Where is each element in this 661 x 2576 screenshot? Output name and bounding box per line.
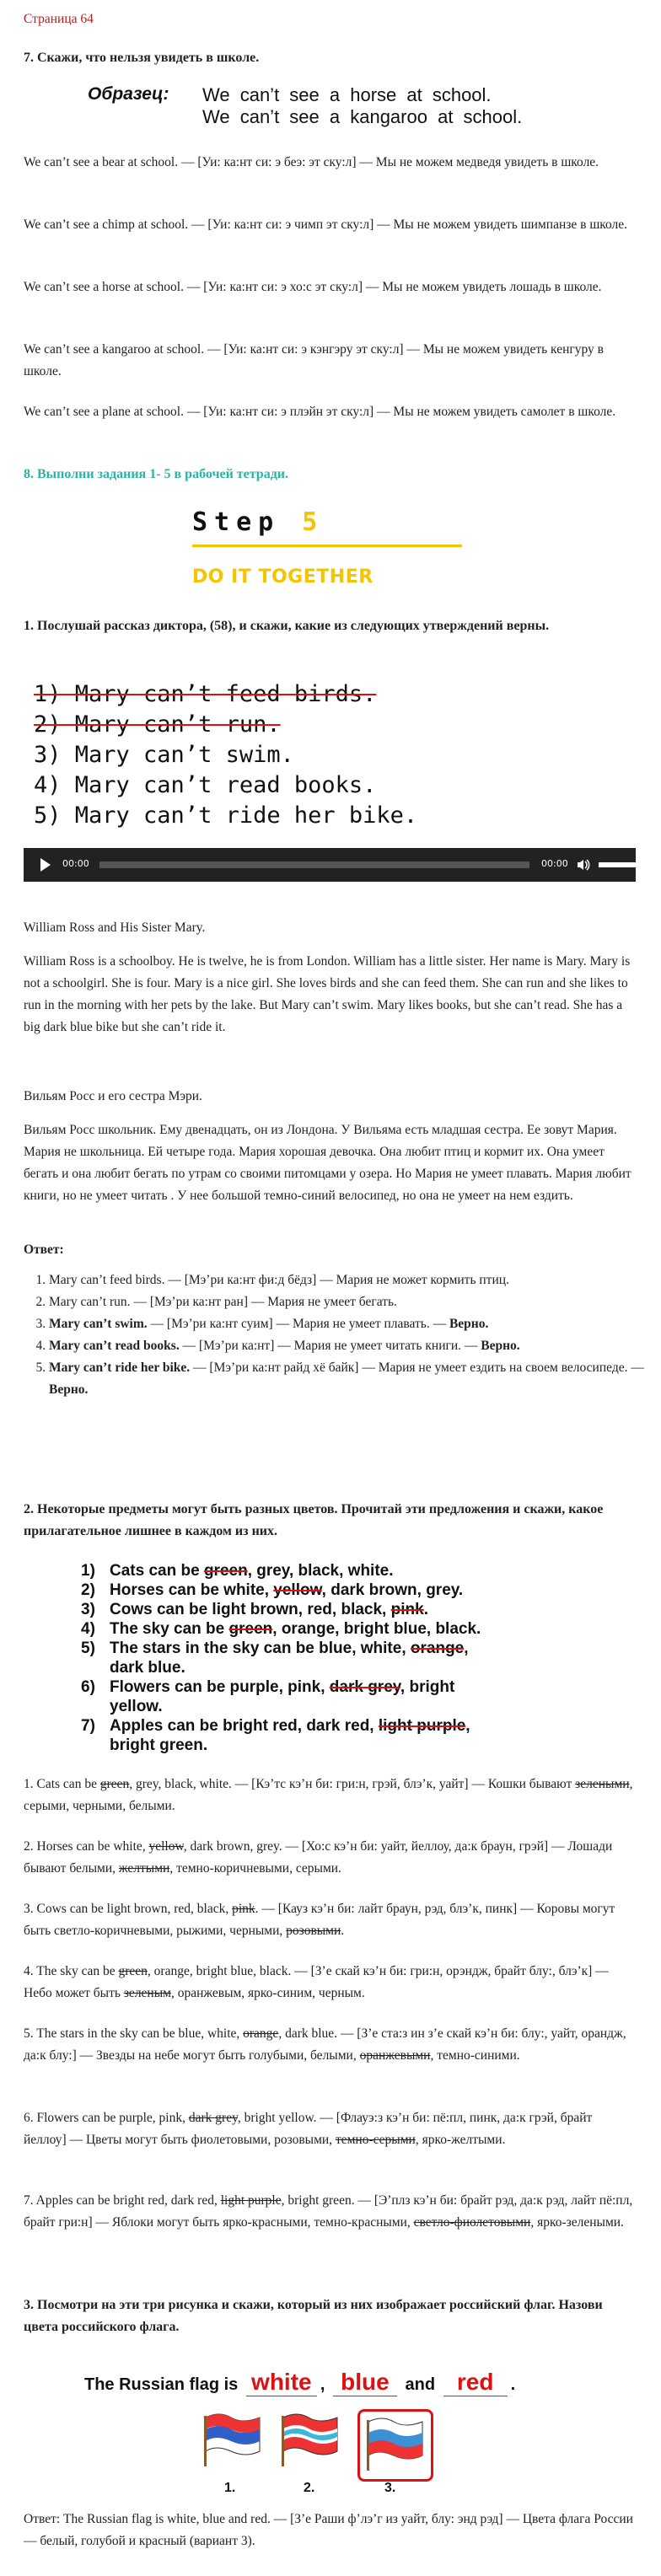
statement: 4) Mary can’t read books.: [34, 772, 377, 798]
ex2-line: 3) Cows can be light brown, red, black, pink.: [81, 1601, 428, 1618]
ex2-answer: 7. Apples can be bright red, dark red, light purple, bright green. — [Э’плз кэ’н би: брайт рэд, да:к рэд, лайт пё:пл, брайт гри:н] — Яблоки могут быть ярко-красными, темно-красными, светло-фиолетовыми, ярко-зелеными.: [24, 2193, 633, 2230]
ex2-line: 2) Horses can be white, yellow, dark brown, grey.: [81, 1581, 464, 1599]
volume-slider[interactable]: [599, 862, 639, 867]
flag-label: 1.: [224, 2481, 236, 2495]
ex1-title: 1. Послушай рассказ диктора, (58), и скажи, какие из следующих утверждений верны.: [24, 619, 550, 633]
ex2-answer: 6. Flowers can be purple, pink, dark grey, bright yellow. — [Флауэ:з кэ’н би: пё:пл, пинк, да:к грэй, брайт йеллоу] — Цветы могут быть фиолетовыми, розовыми, темно-серыми, ярко-желтыми.: [24, 2111, 593, 2147]
flag-3-selected: [357, 2409, 433, 2482]
flag-2-icon: [280, 2412, 341, 2468]
ex3-sentence: The Russian flag is white , blue and red .: [84, 2369, 516, 2395]
ex2-answer: 3. Cows can be light brown, red, black, pink. — [Кауз кэ’н би: лайт браун, рэд, блэ’к, пинк] — Коровы могут быть светло-коричневыми, рыжими, черными, розовыми.: [24, 1902, 615, 1938]
answer-label: Ответ:: [24, 1242, 64, 1257]
ex2-answer: 1. Cats can be green, grey, black, white. — [Кэ’тс кэ’н би: гри:н, грэй, блэ’к, уайт] — Кошки бывают зелеными, серыми, черными, белыми.: [24, 1777, 633, 1813]
ex3-answer: Ответ: The Russian flag is white, blue and red. — [З’е Раши ф’лэ’г из уайт, блу: энд рэд] — Цвета флага России — белый, голубой и красный (вариант 3).: [24, 2512, 633, 2548]
statement: 5) Mary can’t ride her bike.: [34, 802, 418, 829]
ex2-line: 4) The sky can be green, orange, bright blue, black.: [81, 1620, 481, 1638]
sample-line1: We can’t see a horse at school.: [202, 84, 492, 105]
answer-item: 5. Mary can’t ride her bike. — [Мэ’ри ка:нт райд хё байк] — Мария не умеет ездить на своем велосипеде. — Верно.: [49, 1357, 659, 1401]
ex2-title: 2. Некоторые предметы могут быть разных цветов. Прочитай эти предложения и скажи, какое прилагательное лишнее в каждом из них.: [24, 1502, 604, 1538]
answer-item: 4. Mary can’t read books. — [Мэ’ри ка:нт] — Мария не умеет читать книги. — Верно.: [49, 1335, 659, 1357]
duration-time: 00:00: [541, 858, 568, 869]
ex2-line: 5) The stars in the sky can be blue, white, orange, dark blue.: [81, 1640, 469, 1677]
task7-item: We can’t see a bear at school. — [Уи: ка:нт си: э беэ: эт ску:л] — Мы не можем медведя увидеть в школе.: [24, 155, 599, 169]
step-subtitle: DO IT TOGETHER: [192, 566, 373, 588]
ex2-line: 1) Cats can be green, grey, black, white.: [81, 1562, 394, 1580]
answer-word-red: red: [443, 2369, 508, 2396]
task7-item: We can’t see a horse at school. — [Уи: ка:нт си: э хо:с эт ску:л] — Мы не можем увидеть лошадь в школе.: [24, 280, 602, 294]
answer-word-blue: blue: [333, 2369, 397, 2396]
ex3-title: 3. Посмотри на эти три рисунка и скажи, который из них изображает российский флаг. Назови цвета российского флага.: [24, 2298, 603, 2334]
statement: 2) Mary can’t run.: [34, 711, 281, 738]
flag-label: 2.: [304, 2481, 315, 2495]
story-ru-title: Вильям Росс и его сестра Мэри.: [24, 1089, 202, 1103]
volume-icon[interactable]: [577, 858, 590, 872]
task7-item: We can’t see a chimp at school. — [Уи: ка:нт си: э чимп эт ску:л] — Мы не можем увидеть шимпанзе в школе.: [24, 217, 628, 232]
answer-item: 2. Mary can’t run. — [Мэ’ри ка:нт ран] — Мария не умеет бегать.: [49, 1291, 659, 1313]
ex2-line: 6) Flowers can be purple, pink, dark grey, bright yellow.: [81, 1678, 455, 1715]
statement: 1) Mary can’t feed birds.: [34, 681, 377, 707]
ex2-image-text: [81, 1561, 587, 1755]
step-number: 5: [302, 507, 318, 537]
answer-word-white: white: [246, 2369, 317, 2396]
flag-1: [202, 2412, 263, 2471]
sample-label: Образец:: [88, 84, 169, 104]
ex2-answer: 4. The sky can be green, orange, bright blue, black. — [З’е скай кэ’н би: гри:н, орэндж, брайт блу:, блэ’к] — Небо может быть зеленым, оранжевым, ярко-синим, черным.: [24, 1964, 609, 2000]
task8-title: 8. Выполни задания 1- 5 в рабочей тетради.: [24, 467, 289, 481]
statement: 3) Mary can’t swim.: [34, 742, 294, 768]
progress-bar[interactable]: [99, 861, 529, 868]
ex2-answer: 5. The stars in the sky can be blue, white, orange, dark blue. — [З’е ста:з ин з’е скай кэ’н би: блу:, уайт, орандж, да:к блу:] — Звезды на небе могут быть голубыми, белыми, оранжевыми, темно-синими.: [24, 2026, 626, 2063]
ex2-answer: 2. Horses can be white, yellow, dark brown, grey. — [Хо:с кэ’н би: уайт, йеллоу, да:к браун, грэй] — Лошади бывают белыми, желтыми, темно-коричневыми, серыми.: [24, 1839, 613, 1876]
flag-label: 3.: [384, 2481, 396, 2495]
task7-item: We can’t see a kangaroo at school. — [Уи: ка:нт си: э кэнгэру эт ску:л] — Мы не можем увидеть кенгуру в школе.: [24, 342, 604, 378]
current-time: 00:00: [62, 858, 89, 869]
play-icon[interactable]: [40, 858, 51, 872]
ex1-statements: [34, 679, 624, 831]
flag-2: [280, 2412, 341, 2471]
answer-item: 3. Mary can’t swim. — [Мэ’ри ка:нт суим] — Мария не умеет плавать. — Верно.: [49, 1313, 659, 1335]
task7-title: 7. Скажи, что нельзя увидеть в школе.: [24, 51, 260, 65]
story-ru-text: Вильям Росс школьник. Ему двенадцать, он из Лондона. У Вильяма есть младшая сестра. Ее зовут Мария. Мария не школьница. Ей четыре года. Мария хорошая девочка. Она любит птиц и кормит их. Она умеет бегать и она любит бегать по утрам со своими питомцами у озера. Но Мария не умеет плавать. Мария любит книги, но не умеет читать . У нее большой темно-синий велосипед, но она не умеет на нем ездить.: [24, 1123, 631, 1203]
audio-player: [24, 848, 636, 882]
flag-3-icon: [365, 2417, 426, 2472]
task7-item: We can’t see a plane at school. — [Уи: ка:нт си: э плэйн эт ску:л] — Мы не можем увидеть самолет в школе.: [24, 405, 616, 419]
page-label: Страница 64: [24, 12, 94, 26]
flag-1-icon: [202, 2412, 263, 2468]
story-text: William Ross is a schoolboy. He is twelve, he is from London. William has a little sister. Her name is Mary. Mary is not a schoolgirl. She is four. Mary is a nice girl. She loves birds and she can feed them. She can run and she likes to run in the morning with her pets by the lake. But Mary can’t swim. Mary likes books, but she can’t read. She has a big dark blue bike but she can’t ride it.: [24, 954, 631, 1034]
step-underline: [192, 545, 462, 547]
flags-row: [202, 2412, 455, 2497]
step-word: Step: [192, 507, 281, 537]
answer-item: 1. Mary can’t feed birds. — [Мэ’ри ка:нт фи:д бёдз] — Мария не может кормить птиц.: [49, 1269, 659, 1291]
story-title: William Ross and His Sister Mary.: [24, 920, 206, 935]
ex1-answers: [25, 1269, 659, 1401]
step-banner: [192, 507, 470, 600]
sample-line2: We can’t see a kangaroo at school.: [202, 106, 523, 127]
task7-sample: [88, 84, 594, 128]
ex2-line: 7) Apples can be bright red, dark red, light purple, bright green.: [81, 1717, 470, 1754]
